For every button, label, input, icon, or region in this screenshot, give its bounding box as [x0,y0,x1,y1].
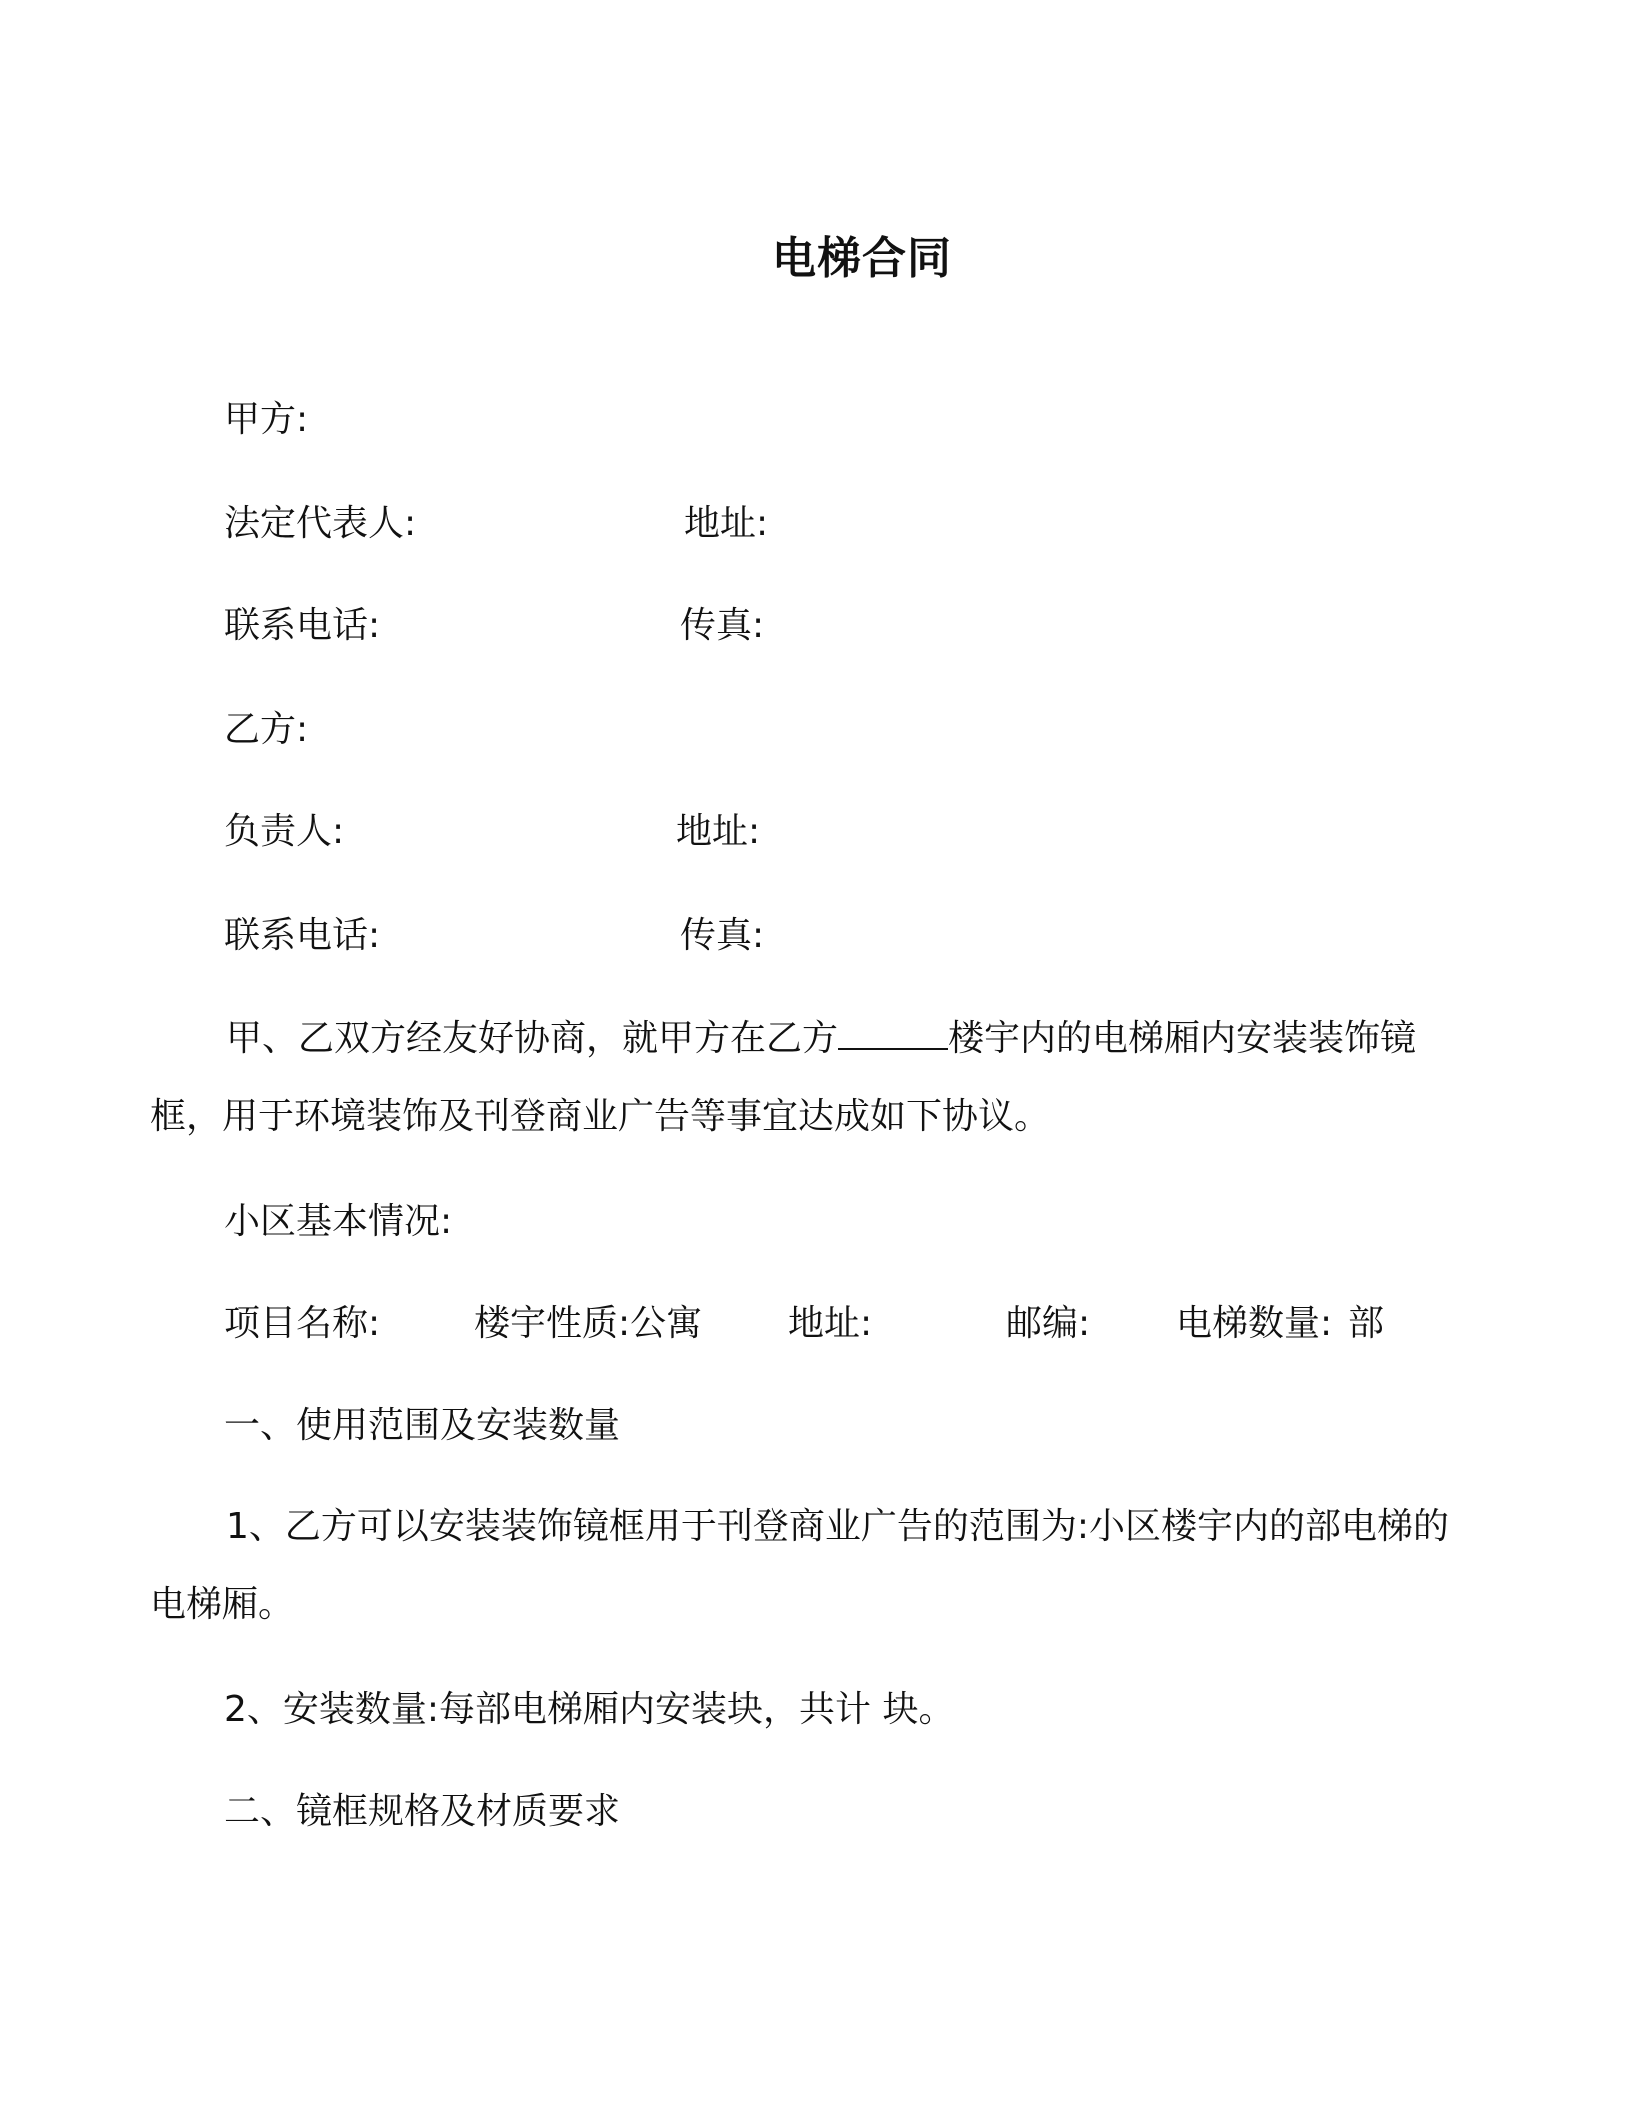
section1-item1: 1、乙方可以安装装饰镜框用于刊登商业广告的范围为:小区楼宇内的部电梯的电梯厢。 [150,1506,1450,1625]
postcode-label: 邮编: [1006,1303,1091,1344]
party-a-label: 甲方: [224,399,309,440]
elevator-unit: 部 [1348,1303,1385,1344]
project-name-label: 项目名称: [224,1303,381,1344]
building-name-blank [838,1012,948,1050]
elevator-count-label: 电梯数量: [1176,1303,1333,1344]
party-a-phone-label: 联系电话: [224,605,381,646]
section1-item2 [224,1688,955,1732]
party-a-address-label: 地址: [684,503,769,544]
intro-paragraph [150,1000,1480,1156]
intro-text-after: 楼宇内的电梯厢内安装装饰镜框，用于环境装饰及刊登商业广告等事宜达成如下协议。 [150,1018,1417,1137]
party-a-legal-rep-label: 法定代表人: [224,503,417,544]
community-address-label: 地址: [788,1303,873,1344]
party-b-fax-label: 传真: [680,915,765,956]
party-b-address-label: 地址: [676,811,761,852]
document-title: 电梯合同 [772,233,952,284]
intro-text-before: 甲、乙双方经友好协商，就甲方在乙方 [226,1018,839,1059]
community-heading: 小区基本情况: [224,1201,453,1242]
building-type-label: 楼宇性质:公寓 [474,1303,703,1344]
section1-heading: 一、使用范围及安装数量 [224,1405,621,1446]
section2-heading: 二、镜框规格及材质要求 [224,1791,621,1832]
section1-item2-text: 2、安装数量:每部电梯厢内安装块，共计 [224,1689,872,1730]
party-b-person-label: 负责人: [224,811,345,852]
section1-item2-tail: 块。 [882,1689,955,1730]
party-b-label: 乙方: [224,709,309,750]
party-b-phone-label: 联系电话: [224,915,381,956]
party-a-fax-label: 传真: [680,605,765,646]
